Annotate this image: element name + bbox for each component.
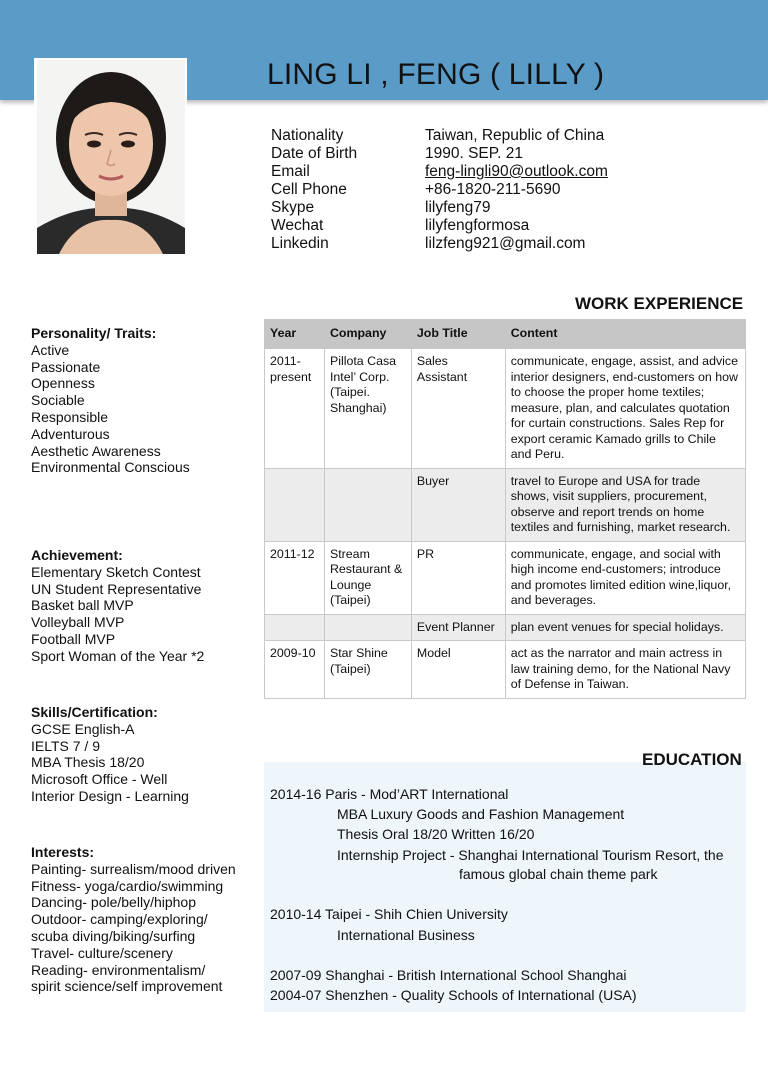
list-item: Painting- surrealism/mood driven [31,860,236,877]
info-value: +86-1820-211-5690 [425,181,561,198]
list-item: Responsible [31,408,109,425]
info-label: Skype [271,199,315,216]
info-row-email [271,163,608,181]
content-cell: act as the narrator and main actress in law training demo, for the National Navy of Defense in Taiwan. [505,641,745,699]
education-line: 2007-09 Shanghai - British International School Shanghai [270,967,627,983]
list-item: Travel- culture/scenery [31,944,173,961]
list-item: spirit science/self improvement [31,978,223,995]
column-header: Job Title [411,320,505,349]
table-row [265,641,746,699]
info-label: Nationality [271,127,344,144]
work-experience-heading: WORK EXPERIENCE [575,294,744,313]
info-value: lilyfeng79 [425,199,491,216]
table-row [265,349,746,469]
profile-photo [37,60,185,254]
education-line: International Business [337,927,475,943]
list-item: Dancing- pole/belly/hiphop [31,894,196,911]
education-line: MBA Luxury Goods and Fashion Management [337,806,625,822]
job-title-cell: Event Planner [411,614,505,641]
education-heading: EDUCATION [642,750,742,769]
list-item: Reading- environmentalism/ [31,961,206,978]
info-value: lilzfeng921@gmail.com [425,235,586,252]
job-title-cell: Sales Assistant [411,349,505,469]
info-label: Cell Phone [271,181,347,198]
education-line: 2004-07 Shenzhen - Quality Schools of International (USA) [270,987,637,1003]
list-item: UN Student Representative [31,580,202,597]
list-item: Fitness- yoga/cardio/swimming [31,877,224,894]
list-item: IELTS 7 / 9 [31,737,100,754]
job-title-cell: PR [411,541,505,614]
info-label: Date of Birth [271,145,358,162]
table-header-row [265,320,746,349]
education-line: 2014-16 Paris - Mod’ART International [270,786,509,802]
list-item: scuba diving/biking/surfing [31,927,196,944]
list-item: Interior Design - Learning [31,787,189,804]
content-cell: plan event venues for special holidays. [505,614,745,641]
education-line: Internship Project - Shanghai International Tourism Resort, the [337,847,724,863]
list-item: Outdoor- camping/exploring/ [31,911,208,928]
info-row-linkedin [271,235,608,253]
achievement-section [31,547,256,665]
info-label: Email [271,163,310,180]
education-section [264,762,746,1012]
info-value: 1990. SEP. 21 [425,145,523,162]
year-cell: 2009-10 [265,641,325,699]
interests-section [31,844,256,995]
candidate-name: LING LI , FENG ( LILLY ) [267,58,605,91]
company-cell [324,614,411,641]
list-item: Volleyball MVP [31,614,125,631]
education-line: 2010-14 Taipei - Shih Chien University [270,906,508,922]
list-item: Active [31,341,70,358]
column-header: Content [505,320,745,349]
content-cell: communicate, engage, assist, and advice interior designers, end-customers on how to choose the proper home textiles; measure, plan, and calculates quotation for curtain constructions. Sales Rep for export ceramic Kamado grills to Chile and Peru. [505,349,745,469]
section-heading: Interests: [31,844,95,860]
list-item: Environmental Conscious [31,459,190,476]
list-item: Sport Woman of the Year *2 [31,647,205,664]
content-cell: travel to Europe and USA for trade shows, visit suppliers, procurement, observe and report trends on home textiles and furnishing, market research. [505,468,745,541]
table-row [265,541,746,614]
section-heading: Skills/Certification: [31,704,158,720]
education-line: Thesis Oral 18/20 Written 16/20 [337,826,535,842]
list-item: Aesthetic Awareness [31,442,161,459]
personal-info [271,127,608,253]
year-cell [265,614,325,641]
table-row [265,468,746,541]
year-cell: 2011-present [265,349,325,469]
personality-section [31,325,256,476]
company-cell: Star Shine (Taipei) [324,641,411,699]
list-item: GCSE English-A [31,720,135,737]
info-row-skype [271,199,608,217]
table-row [265,614,746,641]
list-item: Adventurous [31,425,110,442]
list-item: Football MVP [31,630,116,647]
year-cell [265,468,325,541]
list-item: Basket ball MVP [31,597,134,614]
column-header: Company [324,320,411,349]
content-cell: communicate, engage, and social with high income end-customers; introduce and promotes limited edition wine,liquor, and beverages. [505,541,745,614]
column-header: Year [265,320,325,349]
job-title-cell: Buyer [411,468,505,541]
info-label: Linkedin [271,235,329,252]
section-heading: Achievement: [31,547,123,563]
list-item: Sociable [31,392,85,409]
info-row-nationality [271,127,608,145]
info-row-dob [271,145,608,163]
info-label: Wechat [271,217,324,234]
list-item: Elementary Sketch Contest [31,563,201,580]
info-row-phone [271,181,608,199]
section-heading: Personality/ Traits: [31,325,157,341]
list-item: MBA Thesis 18/20 [31,754,145,771]
list-item: Openness [31,375,95,392]
company-cell: Pillota Casa Intel’ Corp. (Taipei. Shanghai) [324,349,411,469]
info-value: lilyfengformosa [425,217,530,234]
education-line: famous global chain theme park [459,866,658,882]
job-title-cell: Model [411,641,505,699]
list-item: Microsoft Office - Well [31,771,168,788]
company-cell: Stream Restaurant & Lounge (Taipei) [324,541,411,614]
info-value: Taiwan, Republic of China [425,127,605,144]
email-link[interactable]: feng-lingli90@outlook.com [425,163,608,180]
list-item: Passionate [31,358,101,375]
year-cell: 2011-12 [265,541,325,614]
info-row-wechat [271,217,608,235]
work-experience-table [264,319,746,699]
company-cell [324,468,411,541]
skills-section [31,704,256,805]
